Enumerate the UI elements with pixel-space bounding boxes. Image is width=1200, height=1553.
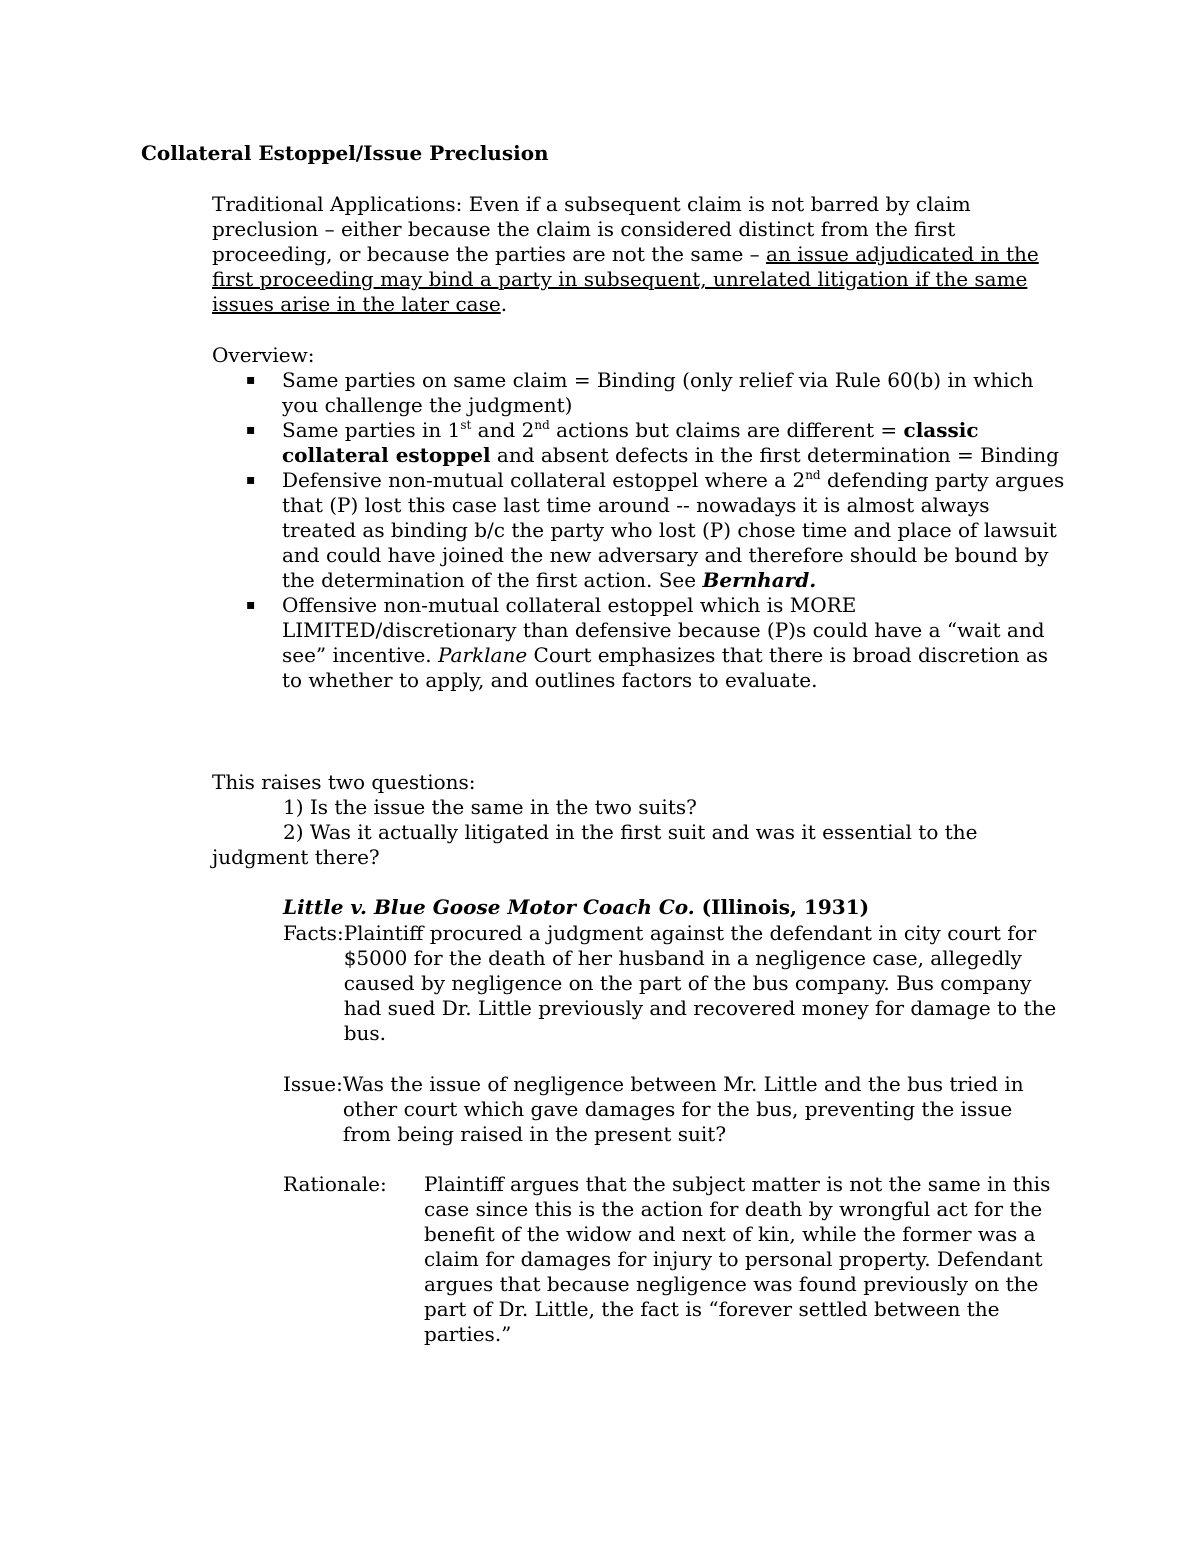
case-citation-bernhard: Bernhard. [702, 568, 817, 592]
issue-label: Issue: [283, 1072, 343, 1096]
case-name: Little v. Blue Goose Motor Coach Co. [283, 895, 695, 919]
issue-text: Was the issue of negligence between Mr. Little and the bus tried in other court which gave damages for the bus, preventing the issue from being raised in the present suit? [342, 1072, 1024, 1146]
bullet-icon: ▪ [246, 472, 256, 488]
list-item [246, 593, 1066, 693]
bullet-text: Defensive non-mutual collateral estoppel where a 2 [282, 468, 806, 492]
bullet-text: actions but claims are different = [549, 418, 904, 442]
case-issue [283, 1072, 1063, 1147]
case-heading [283, 895, 869, 920]
list-item [246, 368, 1066, 418]
facts-label: Facts: [283, 921, 344, 945]
facts-text: Plaintiff procured a judgment against the defendant in city court for $5000 for the death of her husband in a negligence case, allegedly caused by negligence on the part of the bus company. Bus company had sued Dr. Little previously and recovered money for damage to the bus. [343, 921, 1057, 1045]
superscript: st [460, 418, 472, 432]
bullet-text: Court emphasizes that there is broad discretion as to whether to apply, and outlines factors to evaluate. [282, 643, 1049, 692]
case-facts [283, 921, 1063, 1046]
case-citation-parklane: Parklane [438, 643, 528, 667]
overview-heading: Overview: [212, 343, 315, 367]
bullet-text: and 2 [471, 418, 535, 442]
bullet-text: Offensive non-mutual collateral estoppel which is MORE LIMITED/discretionary than defensive because (P)s could have a “wait and see” incentive. [282, 593, 1045, 667]
traditional-intro-text: Traditional Applications: Even if a subsequent claim is not barred by claim preclusion – either because the claim is considered distinct from the first proceeding, or because the parties are not the same – [212, 192, 971, 266]
question-2: 2) Was it actually litigated in the first suit and was it essential to the judgment there? [212, 820, 978, 869]
case-rationale [283, 1172, 1063, 1347]
bullet-text: defending party argues that (P) lost this case last time around -- nowadays it is almost always treated as binding b/c the party who lost (P) chose time and place of lawsuit and could have joined the new adversary and therefore should be bound by the determination of the first action. See [282, 468, 1065, 592]
traditional-applications-paragraph [212, 192, 1072, 317]
bullet-icon: ▪ [246, 372, 256, 388]
bullet-icon: ▪ [246, 422, 256, 438]
bold-text: classic collateral estoppel [282, 418, 979, 467]
case-meta: (Illinois, 1931) [694, 895, 870, 919]
bullet-text: and absent defects in the first determination = Binding [490, 443, 1059, 467]
question-1: 1) Is the issue the same in the two suits? [283, 795, 697, 819]
superscript: nd [534, 418, 550, 432]
overview-bullet-list [246, 368, 1066, 693]
questions-intro: This raises two questions: [212, 770, 476, 794]
traditional-end-text: . [500, 292, 508, 316]
list-item [246, 468, 1066, 593]
rationale-text: Plaintiff argues that the subject matter is not the same in this case since this is the action for death by wrongful act for the benefit of the widow and next of kin, while the former was a claim for damages for injury to personal property. Defendant argues that because negligence was found previously on the part of Dr. Little, the fact is “forever settled between the parties.” [424, 1172, 1051, 1346]
rationale-label: Rationale: [283, 1172, 387, 1196]
document-title: Collateral Estoppel/Issue Preclusion [141, 141, 549, 165]
superscript: nd [805, 468, 821, 482]
bullet-icon: ▪ [246, 597, 256, 613]
bullet-text: Same parties in 1 [282, 418, 461, 442]
list-item [246, 418, 1066, 468]
bullet-text: Same parties on same claim = Binding (only relief via Rule 60(b) in which you challenge the judgment) [282, 368, 1034, 417]
traditional-underlined-text: an issue adjudicated in the first proceeding may bind a party in subsequent, unrelated litigation if the same issues arise in the later case [212, 242, 1039, 316]
